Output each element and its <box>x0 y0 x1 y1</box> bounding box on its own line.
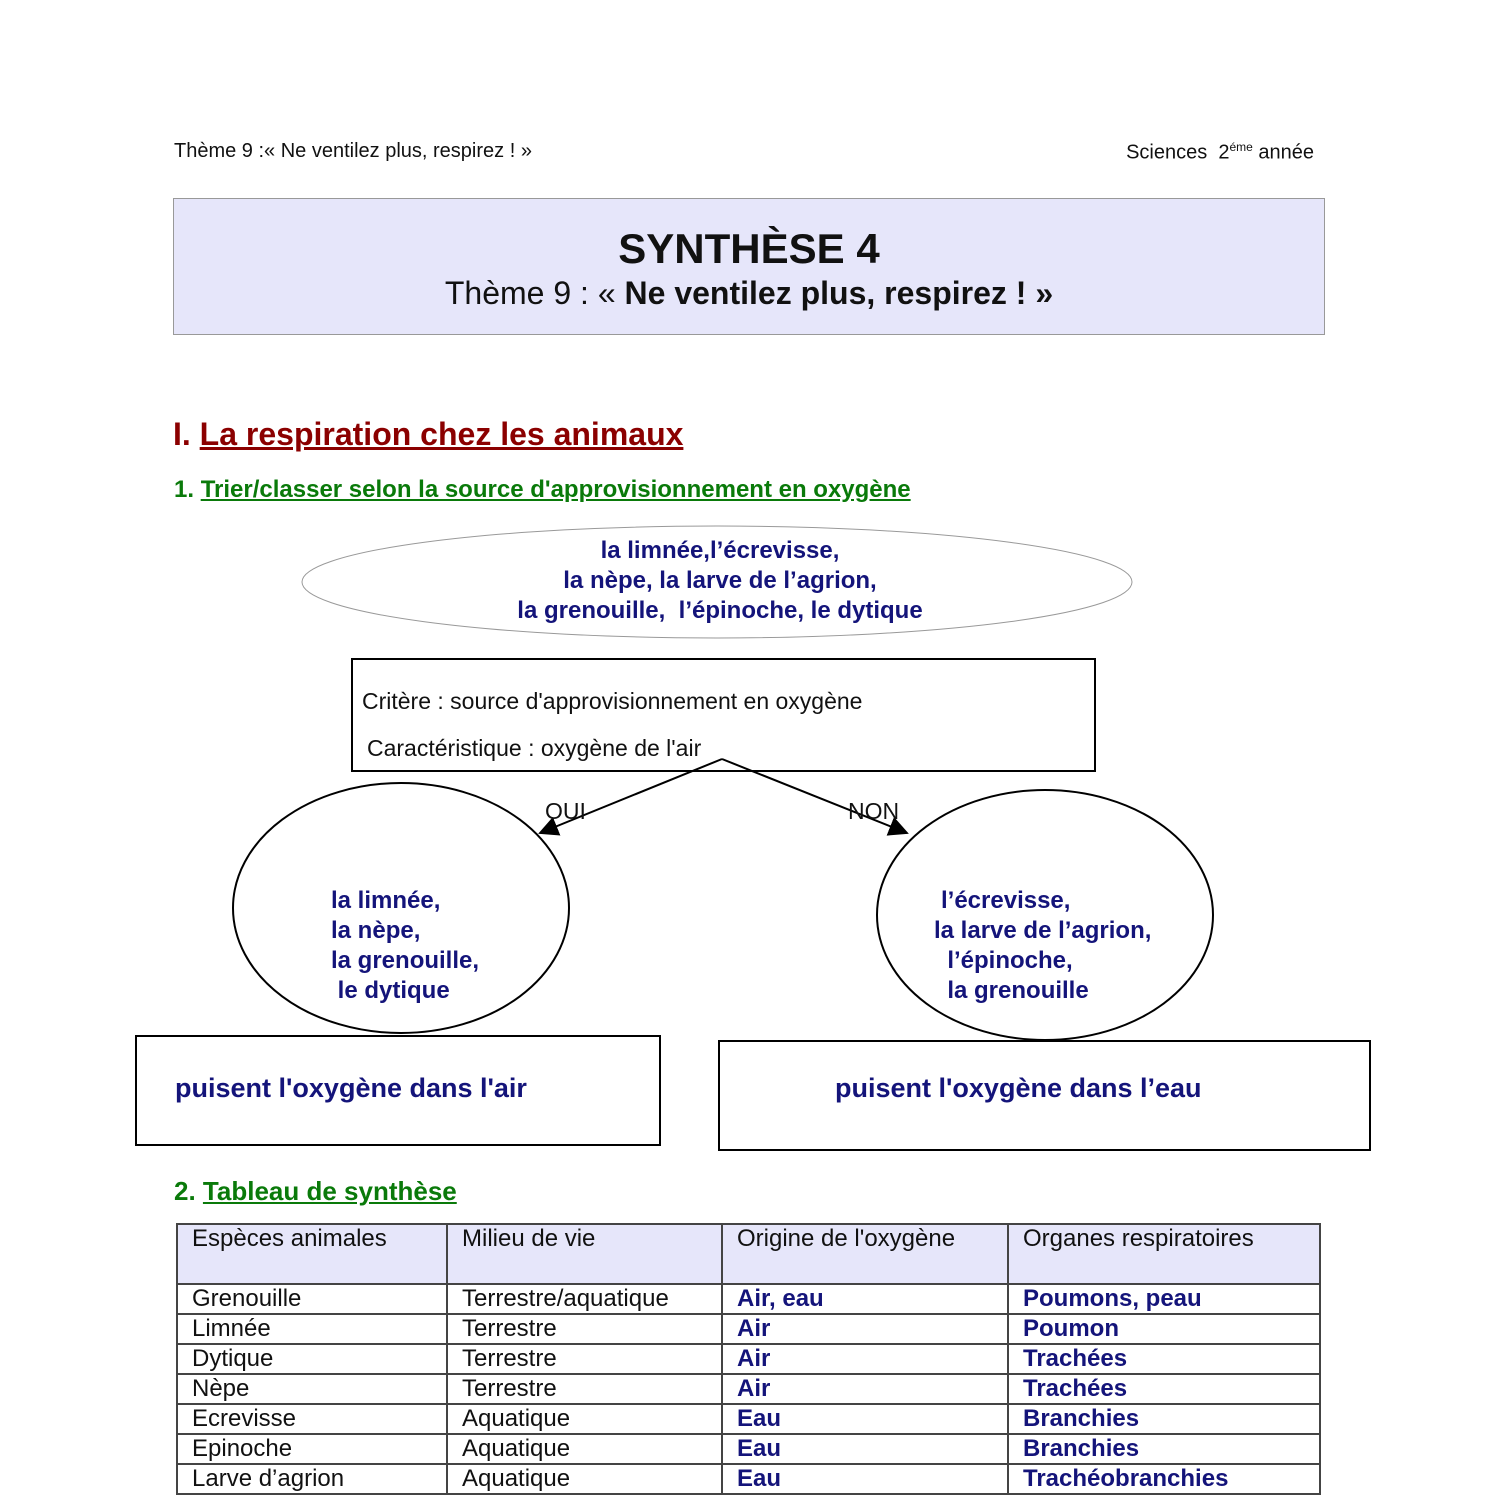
table-cell: Grenouille <box>177 1284 447 1314</box>
table-cell: Trachéobranchies <box>1008 1464 1320 1494</box>
title-box <box>173 198 1325 335</box>
table-cell: Larve d’agrion <box>177 1464 447 1494</box>
ellipse-line: la limnée,l’écrevisse, <box>600 537 840 564</box>
table-row <box>177 1404 1320 1434</box>
table-cell: Limnée <box>177 1314 447 1344</box>
table-cell: Terrestre <box>447 1374 722 1404</box>
left-result: puisent l'oxygène dans l'air <box>175 1073 527 1103</box>
top-ellipse-text <box>370 536 1070 626</box>
table-cell: Air <box>722 1374 1008 1404</box>
table-cell: Dytique <box>177 1344 447 1374</box>
subheading-title: Tableau de synthèse <box>202 1176 457 1206</box>
table-cell: Branchies <box>1008 1404 1320 1434</box>
subheading-number: 2. <box>174 1176 203 1206</box>
circle-line: l’écrevisse, <box>941 887 1071 914</box>
table-cell: Terrestre <box>447 1314 722 1344</box>
superscript: éme <box>1229 140 1253 154</box>
table-cell: Trachées <box>1008 1374 1320 1404</box>
table-cell: Poumons, peau <box>1008 1284 1320 1314</box>
table-cell: Aquatique <box>447 1464 722 1494</box>
table-cell: Poumon <box>1008 1314 1320 1344</box>
subtitle-prefix: Thème 9 : « <box>444 275 625 311</box>
column-header: Espèces animales <box>177 1224 447 1284</box>
table-row <box>177 1434 1320 1464</box>
table-cell: Trachées <box>1008 1344 1320 1374</box>
table-cell: Terrestre/aquatique <box>447 1284 722 1314</box>
section-title: La respiration chez les animaux <box>199 416 684 452</box>
table-cell: Nèpe <box>177 1374 447 1404</box>
left-circle-text <box>331 886 479 1006</box>
header-theme: Thème 9 :« Ne ventilez plus, respirez ! » <box>174 140 532 162</box>
circle-line: la nèpe, <box>331 917 421 944</box>
no-label: NON <box>848 798 900 824</box>
section-number: I. <box>173 416 191 452</box>
subheading-number: 1. <box>174 476 201 503</box>
table-cell: Aquatique <box>447 1434 722 1464</box>
table-row <box>177 1464 1320 1494</box>
characteristic-text: Caractéristique : oxygène de l'air <box>367 735 702 761</box>
subject: Sciences 2 <box>1126 141 1230 164</box>
circle-line: la limnée, <box>331 887 441 914</box>
column-header: Milieu de vie <box>447 1224 722 1284</box>
table-cell: Eau <box>722 1464 1008 1494</box>
circle-line: la grenouille, <box>331 947 480 974</box>
circle-line: le dytique <box>331 977 450 1004</box>
table-cell: Terrestre <box>447 1344 722 1374</box>
synthesis-table <box>176 1223 1321 1495</box>
table-cell: Air, eau <box>722 1284 1008 1314</box>
yes-label: OUI <box>545 798 586 824</box>
section-heading <box>173 416 683 453</box>
table-cell: Eau <box>722 1434 1008 1464</box>
table-header-row <box>177 1224 1320 1284</box>
ellipse-line: la grenouille, l’épinoche, le dytique <box>517 597 923 624</box>
right-result: puisent l'oxygène dans l’eau <box>835 1073 1202 1103</box>
header-class <box>1126 140 1314 165</box>
table-row <box>177 1314 1320 1344</box>
subheading-2 <box>174 1176 457 1207</box>
page-subtitle <box>174 275 1324 312</box>
table-cell: Ecrevisse <box>177 1404 447 1434</box>
year: année <box>1252 141 1314 164</box>
table-cell: Air <box>722 1314 1008 1344</box>
table-cell: Branchies <box>1008 1434 1320 1464</box>
criterion-text: Critère : source d'approvisionnement en oxygène <box>362 688 863 714</box>
circle-line: la larve de l’agrion, <box>934 917 1152 944</box>
subheading-title: Trier/classer selon la source d'approvisionnement en oxygène <box>200 476 911 503</box>
page-title: SYNTHÈSE 4 <box>618 225 880 272</box>
subheading-1 <box>174 476 911 504</box>
subtitle-bold: Ne ventilez plus, respirez ! » <box>624 275 1054 311</box>
circle-line: la grenouille <box>934 977 1089 1004</box>
table-row <box>177 1344 1320 1374</box>
table-cell: Air <box>722 1344 1008 1374</box>
right-circle-text <box>934 886 1151 1006</box>
table-row <box>177 1374 1320 1404</box>
table-cell: Eau <box>722 1404 1008 1434</box>
table-cell: Epinoche <box>177 1434 447 1464</box>
column-header: Origine de l'oxygène <box>722 1224 1008 1284</box>
ellipse-line: la nèpe, la larve de l’agrion, <box>563 567 877 594</box>
table-row <box>177 1284 1320 1314</box>
table-cell: Aquatique <box>447 1404 722 1434</box>
column-header: Organes respiratoires <box>1008 1224 1320 1284</box>
circle-line: l’épinoche, <box>934 947 1073 974</box>
